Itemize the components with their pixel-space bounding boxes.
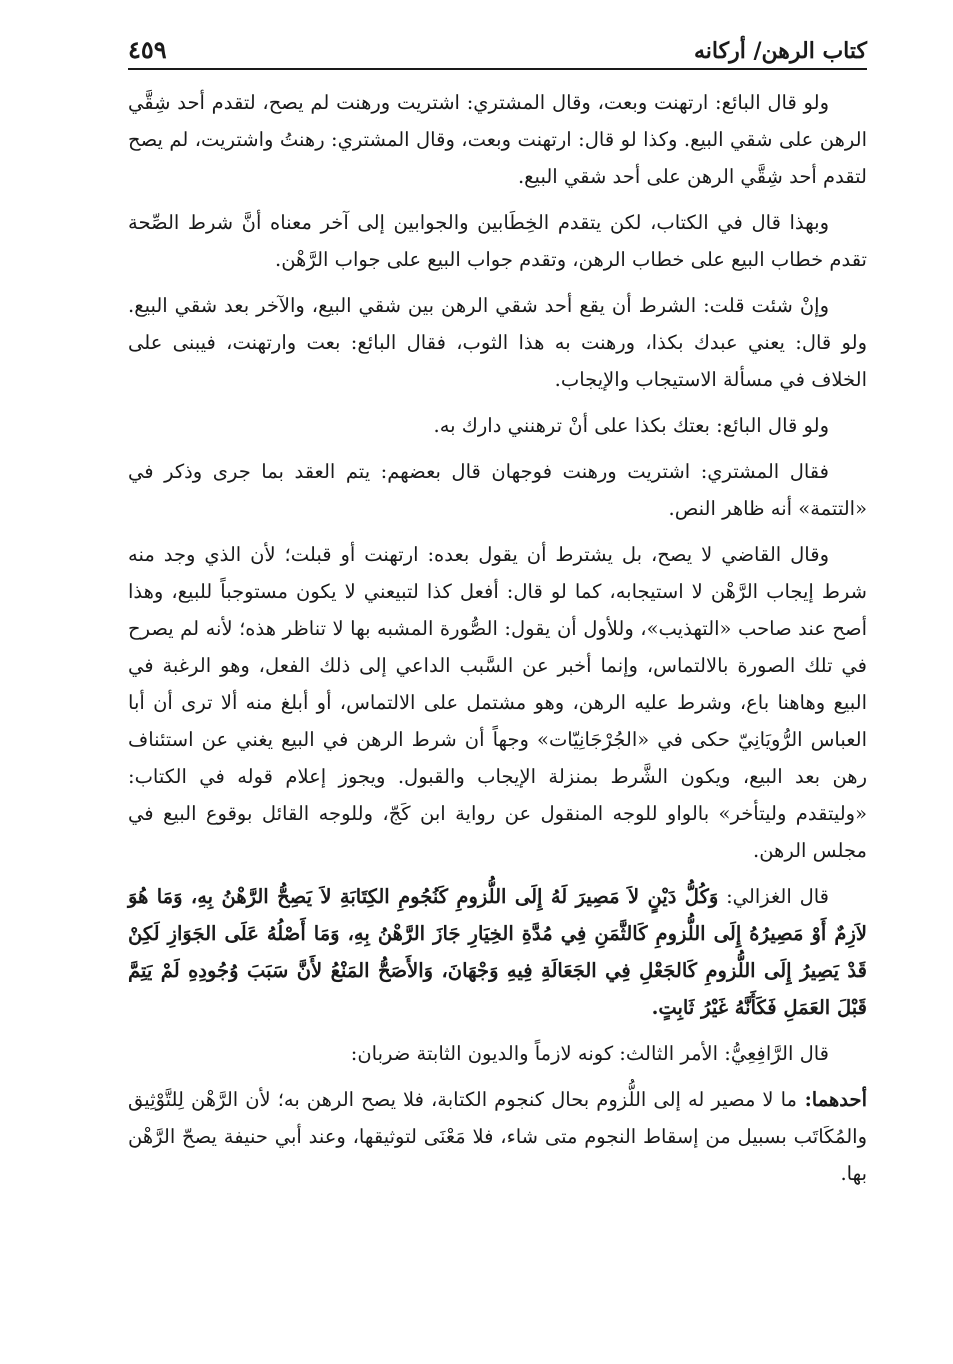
first-category-text: ما لا مصير له إلى اللُّزوم بحال كنجوم الكتابة، فلا يصح الرهن به؛ لأن الرَّهْن لِلتَّوْثِيق والمُكَاتَب بسبيل من إسقاط النجوم متى شاء، فلا مَعْنَى لتوثيقها، وعند أبي حنيفة يصحّ الرَّهْن بها. <box>128 1088 867 1185</box>
paragraph-1: ولو قال البائع: ارتهنت وبعت، وقال المشتري: اشتريت ورهنت لم يصح، لتقدم أحد شِقَّي الرهن على شقي البيع. وكذا لو قال: ارتهنت وبعت، وقال المشتري: رهنتُ واشتريت، لم يصح لتقدم أحد شِقَّي الرهن على أحد شقي البيع. <box>128 91 867 188</box>
ghazali-lead: قال الغزالي: <box>718 885 829 908</box>
rafii-paragraph: قال الرَّافِعِيُّ: الأمر الثالث: كونه لازماً والديون الثابتة ضربان: <box>350 1042 829 1065</box>
paragraph-4: ولو قال البائع: بعتك بكذا على أنْ ترهنني دارك به. <box>433 414 829 437</box>
running-title: كتاب الرهن/ أركانه <box>693 38 867 64</box>
page-number: ٤٥٩ <box>128 35 167 64</box>
ghazali-quote <box>128 878 867 1026</box>
paragraph-3: وإنْ شئت قلت: الشرط أن يقع أحد شقي الرهن بين شقي البيع، والآخر بعد شقي البيع. ولو قال: يعني عبدك بكذا، ورهنت به هذا الثوب، فقال البائع: بعت وارتهنت، فيبنى على الخلاف في مسألة الاستيجاب والإيجاب. <box>128 294 867 391</box>
first-category-term: أحدهما: <box>796 1088 867 1111</box>
ghazali-text: وَكُلُّ دَيْنٍ لاَ مَصِيرَ لَهُ إِلَى اللُّزومِ كَنُجُومِ الكِتَابَةِ لاَ يَصِحُّ الرَّهْنُ بِهِ، وَمَا هُوَ لاَزِمٌ أَوْ مَصِيرُهُ إِلَى اللُّزومِ كَالثَّمَنِ فِي مُدَّةِ الخِيَارِ جَازَ الرَّهْنُ بِهِ، وَمَا أَصْلُهُ عَلَى الجَوَازِ لَكِنْ قَدْ يَصِيرُ إِلَى اللُّزومِ كَالجَعْلِ فِي الجَعَالَةِ فِيهِ وَجْهَانَ، وَالأَصَحُّ المَنْعُ لأَنَّ سَبَبَ وُجُودِهِ لَمْ يَتِمَّ قَبْلَ العَمَلِ فَكَأَنَّهُ غَيْرُ ثَابِتٍ. <box>128 885 867 1019</box>
paragraph-2: وبهذا قال في الكتاب، لكن يتقدم الخِطَابين والجوابين إلى آخر معناه أنَّ شرط الصِّحة تقدم خطاب البيع على خطاب الرهن، وتقدم جواب البيع على جواب الرَّهْن. <box>128 211 867 271</box>
paragraph-5: فقال المشتري: اشتريت ورهنت فوجهان قال بعضهم: يتم العقد بما جرى وذكر في «التتمة» أنه ظاهر النص. <box>128 460 867 520</box>
page-body <box>128 84 867 1201</box>
page-header <box>128 24 867 70</box>
first-category-paragraph <box>128 1081 867 1192</box>
paragraph-6: وقال القاضي لا يصح، بل يشترط أن يقول بعده: ارتهنت أو قبلت؛ لأن الذي وجد منه شرط إيجاب الرَّهْن لا استيجابه، كما لو قال: أفعل كذا لتبيعني لا يكون مستوجباً للبيع، وهذا أصح عند صاحب «التهذيب»، وللأول أن يقول: الصُّورة المشبه بها لا تناظر هذه؛ لأنه لم يصرح في تلك الصورة بالالتماس، وإنما أخبر عن السَّبب الداعي إلى ذلك الفعل، وهو الرغبة في البيع وهاهنا باع، وشرط عليه الرهن، وهو مشتمل على الالتماس، أو أبلغ منه ألا ترى أن أبا العباس الرُّويَانِيّ حكى في «الجُرْجَانِيّات» وجهاً أن شرط الرهن في البيع يغني عن استئناف رهن بعد البيع، ويكون الشَّرط بمنزلة الإيجاب والقبول. ويجوز إعلام قوله في الكتاب: «وليتقدم وليتأخر» بالواو للوجه المنقول عن رواية ابن كَجّ، وللوجه القائل بوقوع البيع في مجلس الرهن. <box>128 543 867 862</box>
